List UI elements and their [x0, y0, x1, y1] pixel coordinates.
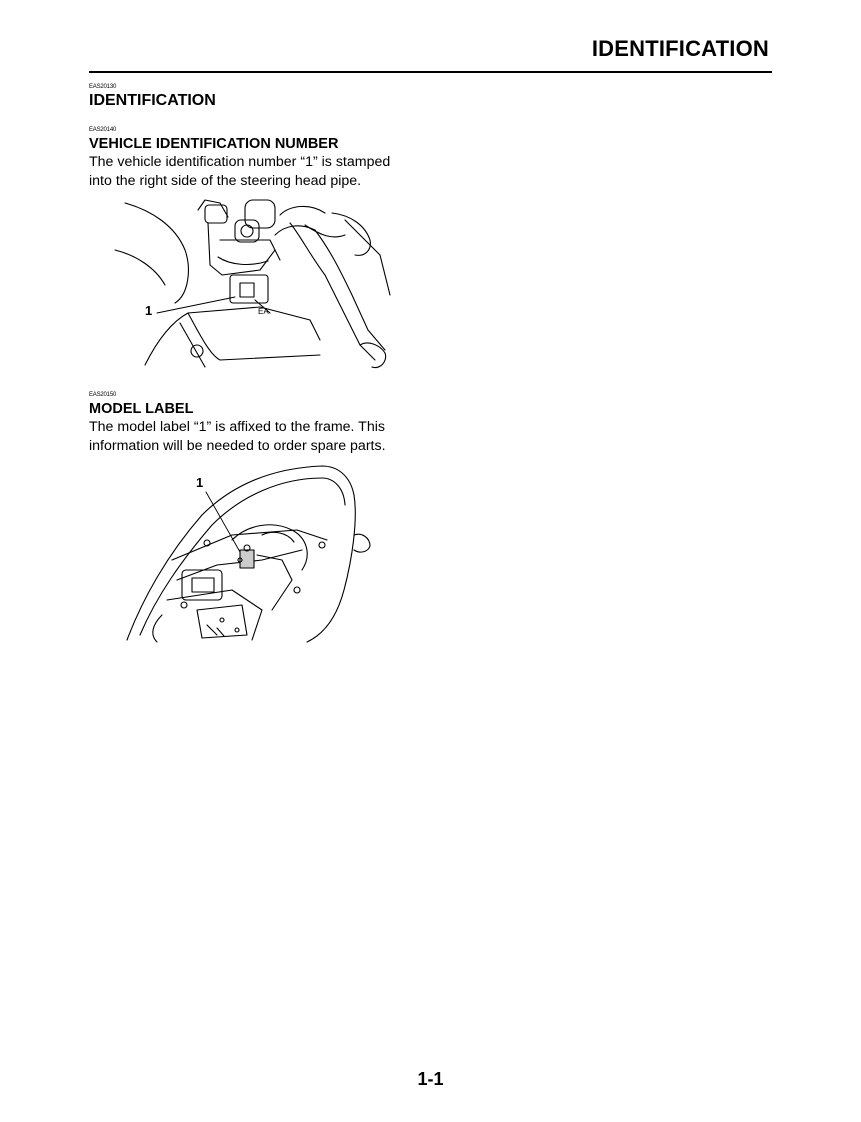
- page-number: 1-1: [417, 1069, 444, 1089]
- subsection-code: EAS20140: [89, 127, 117, 133]
- steering-head-illustration: [110, 195, 395, 385]
- frame-under-seat-illustration: [122, 460, 377, 655]
- section-code: EAS20130: [89, 84, 117, 90]
- subsection-title: VEHICLE IDENTIFICATION NUMBER: [89, 136, 339, 152]
- vin-paragraph-line-1: The vehicle identification number “1” is stamped: [89, 154, 391, 170]
- header-rule: [89, 71, 772, 73]
- model-label-paragraph-line-2: information will be needed to order spare parts.: [89, 438, 386, 454]
- model-label-paragraph-line-1: The model label “1” is affixed to the frame. This: [89, 419, 385, 435]
- vin-callout-1: 1: [145, 303, 153, 318]
- page-header-title: IDENTIFICATION: [591, 36, 769, 61]
- svg-text:EA: EA: [258, 307, 269, 316]
- subsection-title: MODEL LABEL: [89, 401, 194, 417]
- model-label-callout-1: 1: [196, 475, 204, 490]
- section-title: IDENTIFICATION: [89, 92, 216, 109]
- vin-paragraph-line-2: into the right side of the steering head pipe.: [89, 173, 362, 189]
- subsection-code: EAS20150: [89, 392, 117, 398]
